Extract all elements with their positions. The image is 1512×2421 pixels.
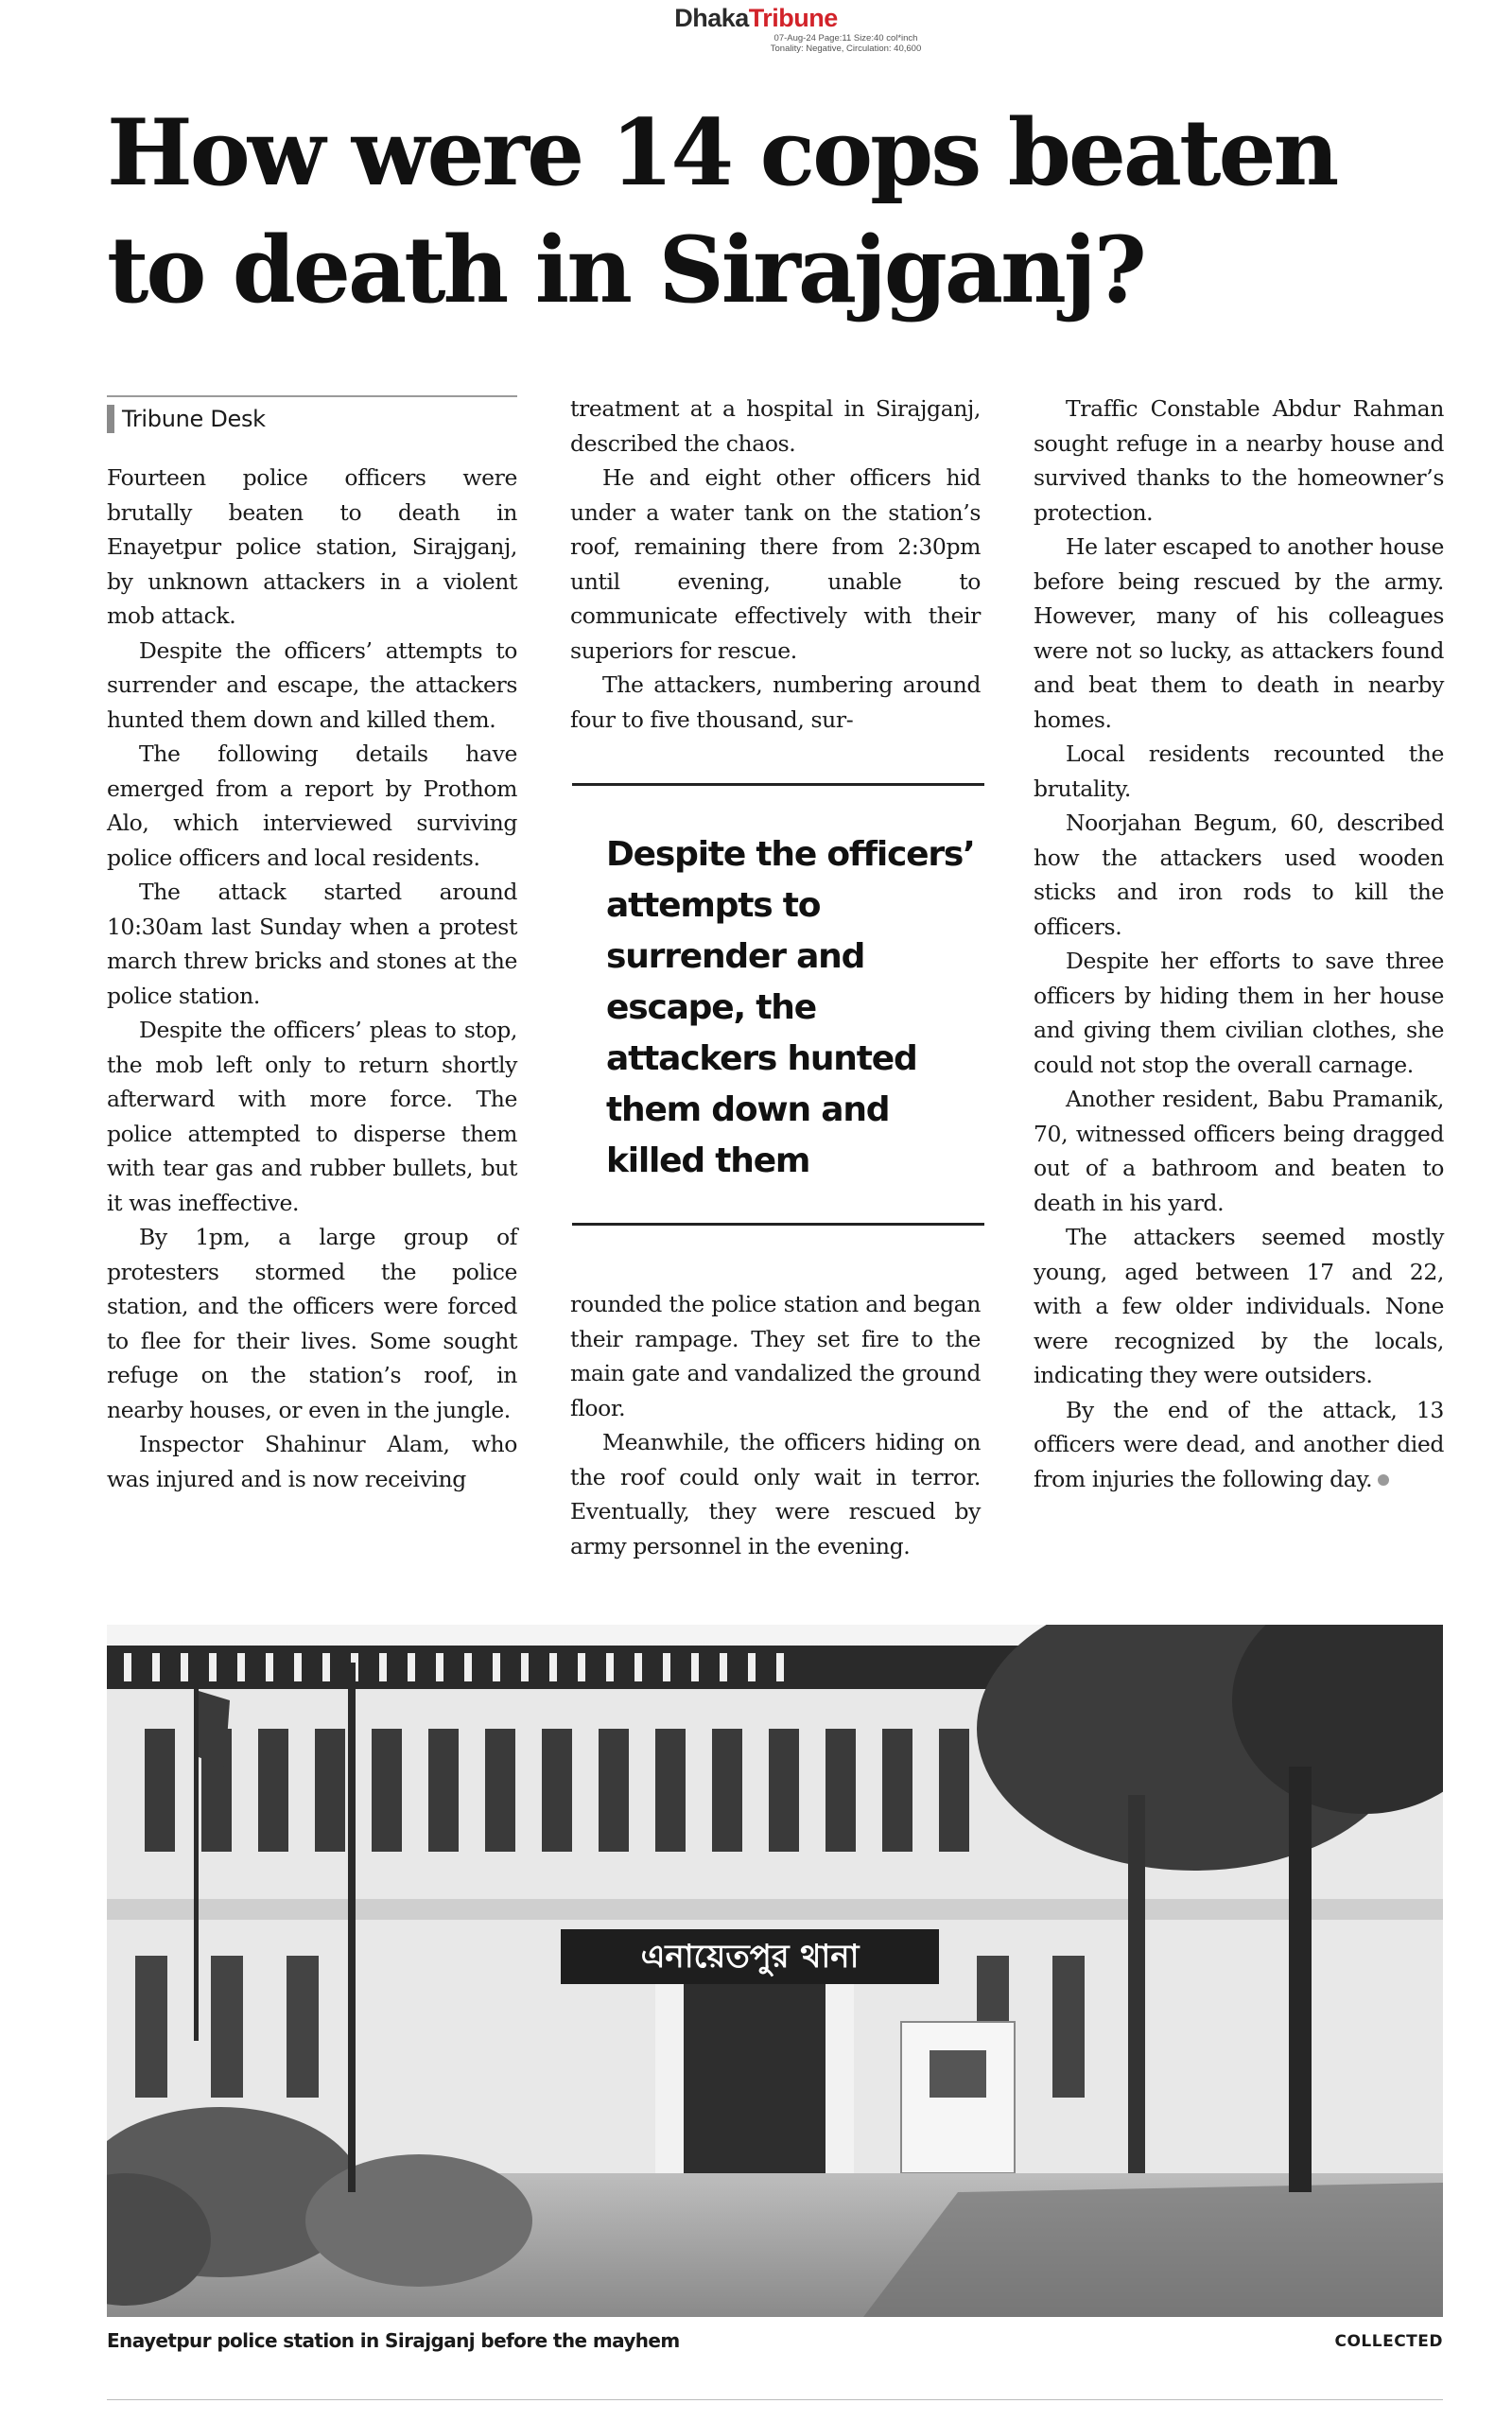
clipping-meta-line-2: Tonality: Negative, Circulation: 40,600 xyxy=(770,44,922,54)
headline-line-2: to death in Sirajganj? xyxy=(107,217,1144,323)
flag-pole xyxy=(194,1681,199,2041)
logo-dhaka: Dhaka xyxy=(674,4,749,32)
entrance-doorway xyxy=(684,1984,826,2173)
paragraph: The attackers seemed mostly young, aged between 17 and 22, with a few older individuals. None were recognized by the locals, indicating they were outsiders. xyxy=(1034,1224,1444,1388)
paragraph: Inspector Shahinur Alam, who was injured and is now receiving xyxy=(107,1431,517,1492)
floor-band xyxy=(107,1899,1443,1920)
article-column-2-top xyxy=(570,392,981,737)
article-headline xyxy=(107,95,1431,329)
tree-trunk xyxy=(1289,1767,1312,2192)
paragraph: The attack started around 10:30am last Sunday when a protest march threw bricks and stones at the police station. xyxy=(107,879,517,1009)
headline-line-1: How were 14 cops beaten xyxy=(107,99,1337,206)
paragraph: rounded the police station and began their rampage. They set fire to the main gate and vandalized the ground floor. xyxy=(570,1291,981,1421)
station-sign: এনায়েতপুর থানা xyxy=(640,1938,860,1976)
byline xyxy=(107,395,517,433)
upper-windows xyxy=(145,1729,969,1852)
photo-credit: COLLECTED xyxy=(1334,2332,1443,2351)
paragraph: Noorjahan Begum, 60, described how the attackers used wooden sticks and iron rods to kill the officers. xyxy=(1034,810,1444,940)
byline-marker xyxy=(107,405,114,433)
article-column-2-bottom xyxy=(570,1287,981,1563)
logo-tribune: Tribune xyxy=(748,4,838,32)
paragraph: The attackers, numbering around four to five thousand, sur- xyxy=(570,671,981,733)
utility-pole xyxy=(348,1663,356,2192)
tree-trunk xyxy=(1128,1795,1145,2173)
flag xyxy=(199,1691,230,1767)
shadow xyxy=(863,2183,1443,2317)
pull-quote xyxy=(572,783,984,1226)
paragraph: Meanwhile, the officers hiding on the roof could only wait in terror. Eventually, they were rescued by army personnel in the evening. xyxy=(570,1429,981,1559)
bush xyxy=(305,2154,532,2287)
bottom-rule xyxy=(107,2399,1443,2400)
paragraph: He later escaped to another house before being rescued by the army. However, many of his colleagues were not so lucky, as attackers found and beat them to death in nearby homes. xyxy=(1034,533,1444,733)
masthead xyxy=(0,4,1512,54)
end-mark-icon xyxy=(1378,1474,1389,1486)
pull-quote-text: Despite the officers’ attempts to surrender and escape, the attackers hunted them down and killed them xyxy=(606,835,975,1180)
final-paragraph-text: By the end of the attack, 13 officers were dead, and another died from injuries the following day. xyxy=(1034,1396,1444,1492)
paragraph: By 1pm, a large group of protesters stormed the police station, and the officers were forced to flee for their lives. Some sought refuge on the station’s roof, in nearby houses, or even in the jungle. xyxy=(107,1224,517,1423)
photo-caption: Enayetpur police station in Sirajganj before the mayhem xyxy=(107,2329,680,2352)
porch-pillar-right xyxy=(826,1984,854,2173)
paragraph: The following details have emerged from a report by Prothom Alo, which interviewed surviving police officers and local residents. xyxy=(107,740,517,871)
paragraph: Despite the officers’ pleas to stop, the mob left only to return shortly afterward with more force. The police attempted to disperse them with tear gas and rubber bullets, but it was ineffective. xyxy=(107,1017,517,1216)
paragraph: Fourteen police officers were brutally beaten to death in Enayetpur police station, Sirajganj, by unknown attackers in a violent mob attack. xyxy=(107,464,517,629)
porch-pillar-left xyxy=(655,1984,684,2173)
paragraph: Traffic Constable Abdur Rahman sought refuge in a nearby house and survived thanks to the homeowner’s protection. xyxy=(1034,395,1444,526)
paragraph: treatment at a hospital in Sirajganj, described the chaos. xyxy=(570,395,981,457)
paragraph: Despite the officers’ attempts to surrender and escape, the attackers hunted them down and killed them. xyxy=(107,636,517,733)
article-column-3 xyxy=(1034,392,1444,1496)
article-column-1 xyxy=(107,461,517,1496)
paragraph-final xyxy=(1034,1393,1444,1497)
paragraph: He and eight other officers hid under a water tank on the station’s roof, remaining there from 2:30pm until evening, unable to communicate effectively with their superiors for rescue. xyxy=(570,464,981,664)
clipping-meta-line-1: 07-Aug-24 Page:11 Size:40 col*inch xyxy=(773,33,918,44)
byline-text: Tribune Desk xyxy=(122,406,266,432)
paragraph: Another resident, Babu Pramanik, 70, witnessed officers being dragged out of a bathroom and beaten to death in his yard. xyxy=(1034,1086,1444,1216)
police-station-photo xyxy=(107,1625,1443,2317)
paragraph: Despite her efforts to save three officers by hiding them in her house and giving them civilian clothes, she could not stop the overall carnage. xyxy=(1034,948,1444,1078)
guard-booth-window xyxy=(930,2050,986,2098)
paragraph: Local residents recounted the brutality. xyxy=(1034,740,1444,802)
dhaka-tribune-logo[interactable] xyxy=(674,4,838,33)
